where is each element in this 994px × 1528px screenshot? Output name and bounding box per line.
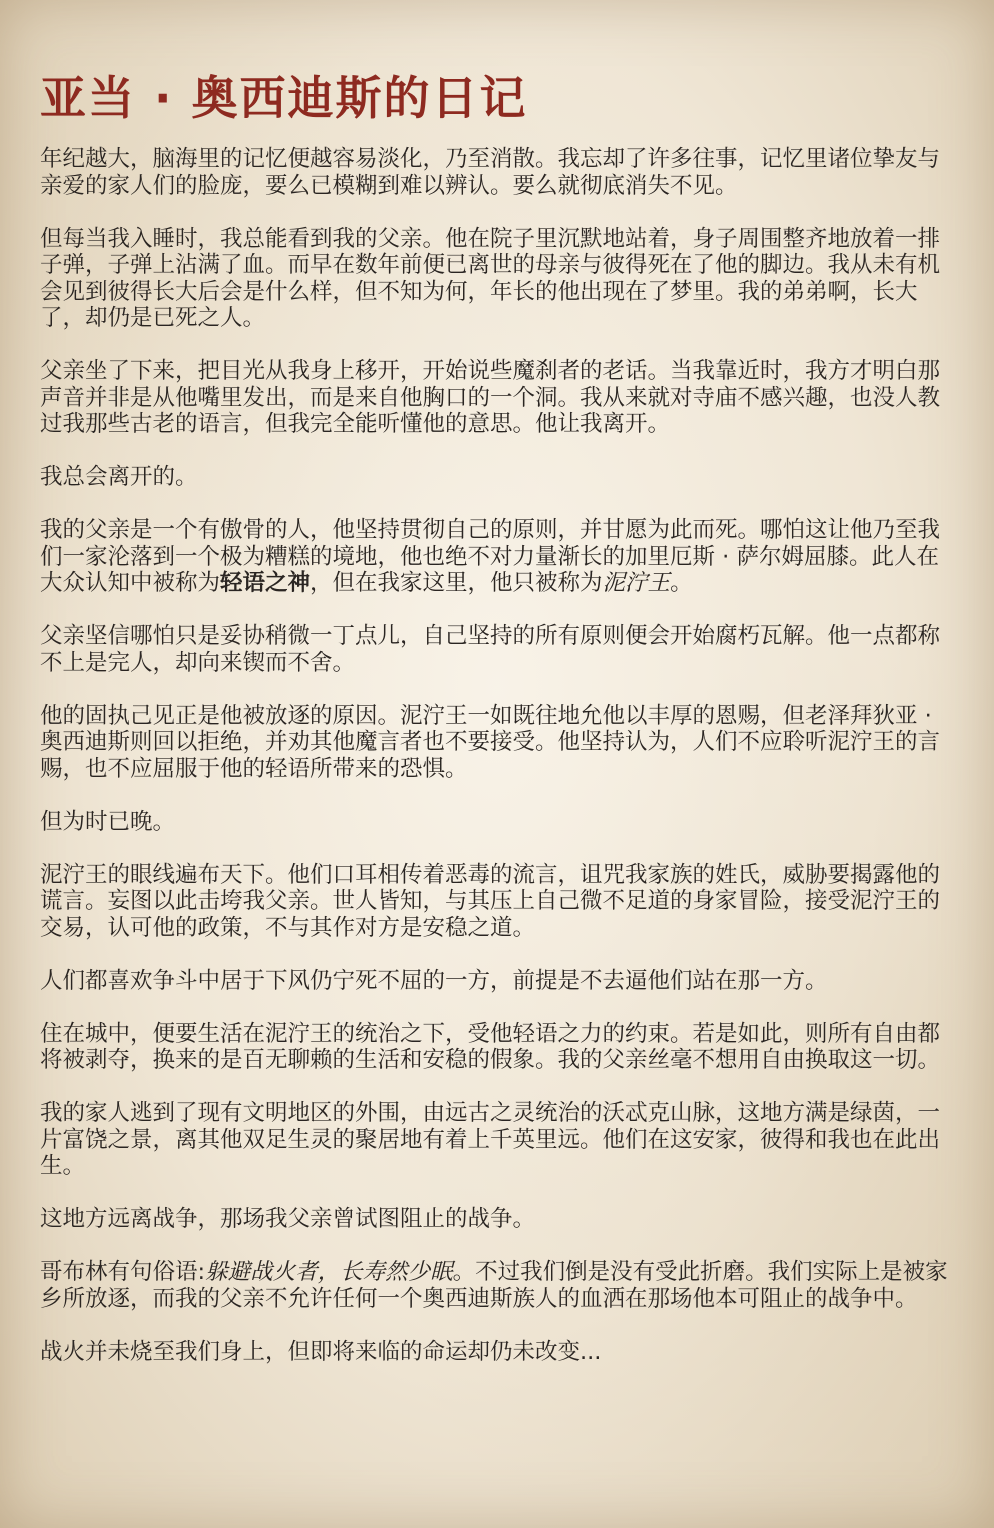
- paragraph-text: 我的家人逃到了现有文明地区的外围，由远古之灵统治的沃忒克山脉，这地方满是绿茵，一片富饶之景，离其他双足生灵的聚居地有着上千英里远。他们在这安家，彼得和我也在此出生。: [40, 1100, 941, 1179]
- journal-paragraph: [40, 226, 955, 332]
- journal-paragraph: [40, 1339, 955, 1366]
- journal-paragraph: [40, 809, 955, 836]
- italic-text: 躲避战火者，长寿然少眠: [205, 1259, 453, 1285]
- journal-paragraph: [40, 623, 955, 676]
- journal-paragraph: [40, 1021, 955, 1074]
- journal-paragraph: [40, 517, 955, 597]
- journal-paragraph: [40, 968, 955, 995]
- paragraph-text: 我的父亲是一个有傲骨的人，他坚持贯彻自己的原则，并甘愿为此而死。哪怕这让他乃至我们一家沦落到一个极为糟糕的境地，他也绝不对力量渐长的加里厄斯 · 萨尔姆屈膝。此人在大众认知中被称为: [40, 517, 941, 596]
- paragraph-text: 父亲坐了下来，把目光从我身上移开，开始说些魔刹者的老话。当我靠近时，我方才明白那声音并非是从他嘴里发出，而是来自他胸口的一个洞。我从来就对寺庙不感兴趣，也没人教过我那些古老的语言，但我完全能听懂他的意思。他让我离开。: [40, 358, 941, 437]
- journal-page: [40, 68, 955, 1392]
- journal-title: 亚当 · 奥西迪斯的日记: [40, 71, 528, 125]
- paragraph-text: 人们都喜欢争斗中居于下风仍宁死不屈的一方，前提是不去逼他们站在那一方。: [40, 967, 828, 994]
- paragraph-text: 泥泞王的眼线遍布天下。他们口耳相传着恶毒的流言，诅咒我家族的姓氏，威胁要揭露他的谎言。妄图以此击垮我父亲。世人皆知，与其压上自己微不足道的身家冒险，接受泥泞王的交易，认可他的政策，不与其作对方是安稳之道。: [40, 861, 941, 941]
- journal-paragraph: [40, 146, 955, 199]
- paragraph-text: 住在城中，便要生活在泥泞王的统治之下，受他轻语之力的约束。若是如此，则所有自由都将被剥夺，换来的是百无聊赖的生活和安稳的假象。我的父亲丝毫不想用自由换取这一切。: [40, 1020, 941, 1073]
- journal-paragraph: [40, 862, 955, 942]
- journal-paragraph: [40, 464, 955, 491]
- paragraph-text: 但每当我入睡时，我总能看到我的父亲。他在院子里沉默地站着，身子周围整齐地放着一排子弹，子弹上沾满了血。而早在数年前便已离世的母亲与彼得死在了他的脚边。我从未有机会见到彼得长大后会是什么样，但不知为何，年长的他出现在了梦里。我的弟弟啊，长大了，却仍是已死之人。: [40, 225, 941, 331]
- journal-paragraph: [40, 1100, 955, 1180]
- paragraph-text: 。不过我们倒是没有受此折磨。我们实际上是被家乡所放逐，而我的父亲不允许任何一个奥西迪斯族人的血洒在那场他本可阻止的战争中。: [40, 1259, 948, 1312]
- paragraph-text: 年纪越大，脑海里的记忆便越容易淡化，乃至消散。我忘却了许多往事，记忆里诸位挚友与亲爱的家人们的脸庞，要么已模糊到难以辨认。要么就彻底消失不见。: [40, 146, 941, 199]
- bold-text: 轻语之神: [220, 570, 311, 596]
- paragraph-text: 他的固执己见正是他被放逐的原因。泥泞王一如既往地允他以丰厚的恩赐，但老泽拜狄亚 · 奥西迪斯则回以拒绝，并劝其他魔言者也不要接受。他坚持认为，人们不应聆听泥泞王的言赐，也不应屈服于他的轻语所带来的恐惧。: [40, 702, 941, 782]
- paragraph-text: ，但在我家这里，他只被称为: [310, 570, 603, 596]
- journal-body: [40, 146, 955, 1365]
- journal-paragraph: [40, 1259, 955, 1312]
- journal-paragraph: [40, 703, 955, 783]
- journal-paragraph: [40, 358, 955, 438]
- paragraph-text: 这地方远离战争，那场我父亲曾试图阻止的战争。: [40, 1206, 536, 1232]
- paragraph-text: 但为时已晚。: [40, 808, 176, 835]
- journal-paragraph: [40, 1206, 955, 1233]
- paragraph-text: 哥布林有句俗语:: [40, 1259, 206, 1285]
- paragraph-text: 父亲坚信哪怕只是妥协稍微一丁点儿，自己坚持的所有原则便会开始腐朽瓦解。他一点都称不上是完人，却向来锲而不舍。: [40, 623, 941, 676]
- paragraph-text: 我总会离开的。: [40, 464, 198, 490]
- paragraph-text: 战火并未烧至我们身上，但即将来临的命运却仍未改变...: [40, 1338, 602, 1365]
- italic-text: 泥泞王: [602, 570, 671, 596]
- paragraph-text: 。: [670, 570, 693, 596]
